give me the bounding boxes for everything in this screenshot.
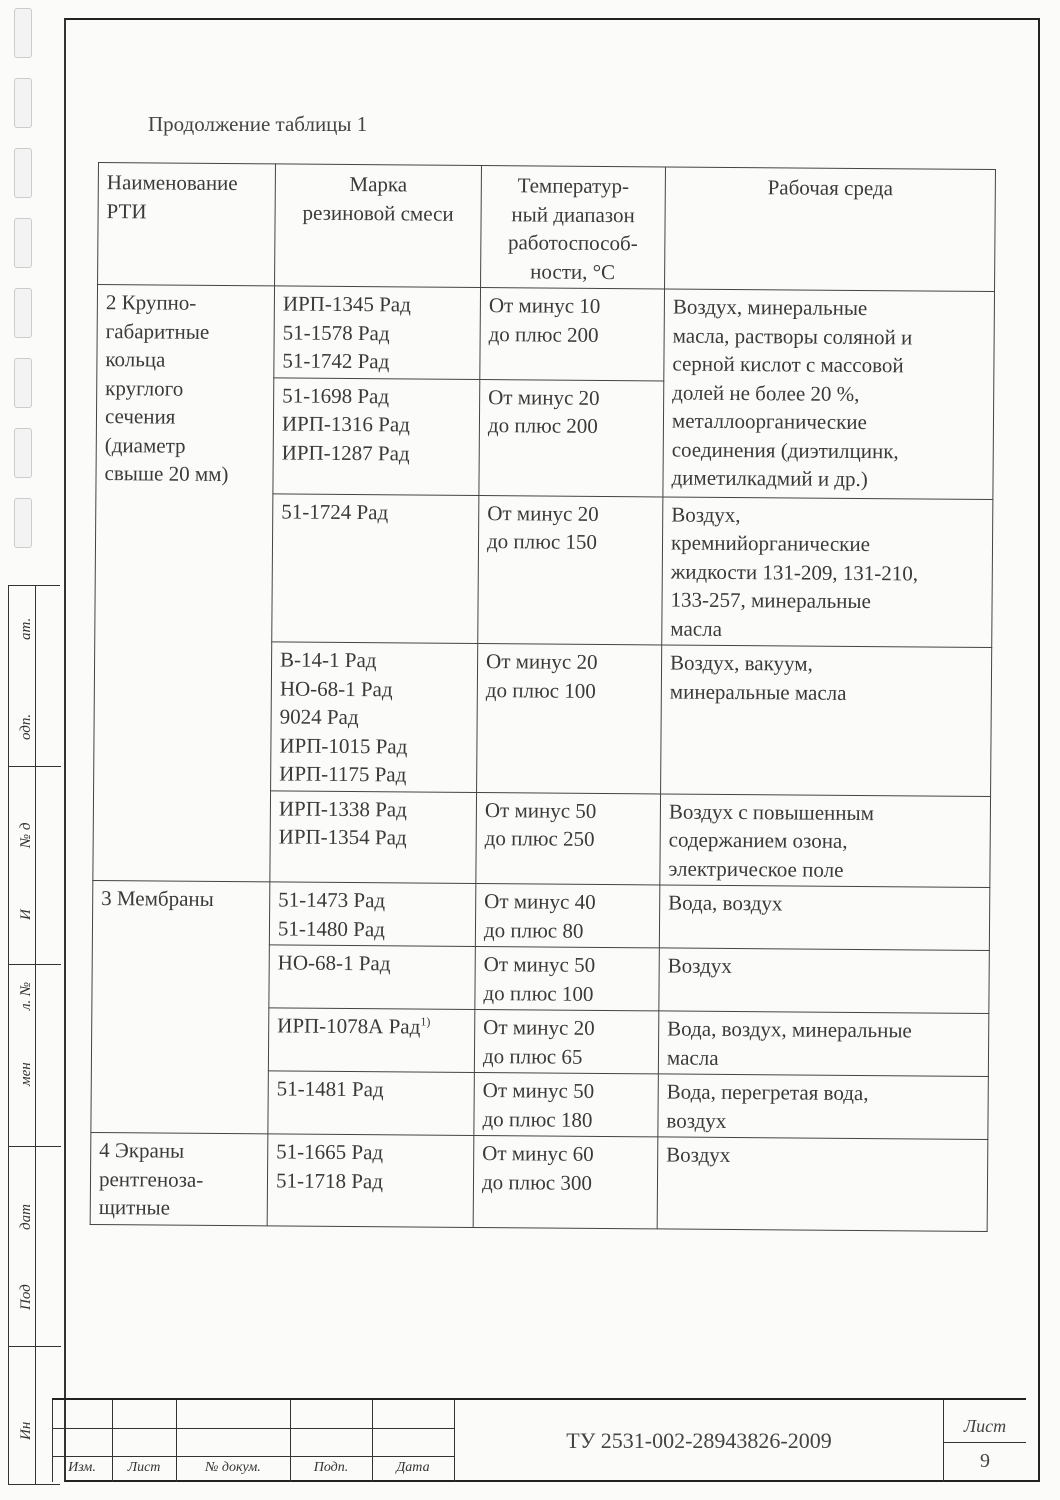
cell-line: ности, °С (530, 258, 616, 284)
cell-line: От минус 50 (483, 952, 596, 977)
cell-medium (660, 793, 991, 887)
cell-line: 51-1724 Рад (281, 498, 389, 524)
cell-temp (475, 883, 659, 947)
cell-line: работоспособ- (507, 230, 638, 256)
cell-line: жидкости 131-209, 131-210, (670, 559, 919, 585)
side-label: л. № (18, 981, 34, 1010)
cell-line: ИРП-1287 Рад (281, 439, 410, 465)
cell-line: ИРП-1316 Рад (281, 411, 410, 437)
cell-line: до плюс 65 (482, 1043, 583, 1069)
cell-line: От минус 50 (484, 797, 597, 823)
cell-line: масла, растворы соляной и (672, 323, 913, 349)
cell-line: 51-1480 Рад (277, 915, 386, 941)
cell-medium (658, 1074, 988, 1140)
cell-line: ИРП-1015 Рад (279, 732, 408, 758)
cell-line: 51-1698 Рад (282, 382, 390, 408)
col-label-date: Дата (396, 1460, 430, 1475)
table-row (90, 1132, 988, 1231)
cell-line: до плюс 300 (481, 1169, 593, 1195)
cell-product-name (90, 1132, 268, 1225)
cell-mark (270, 790, 477, 883)
cell-line: сечения (104, 404, 176, 429)
cell-medium (663, 289, 995, 499)
cell-line: до плюс 100 (485, 677, 596, 703)
cell-line: до плюс 250 (484, 826, 595, 851)
cell-line: ный диапазон (511, 201, 635, 227)
side-label: И (18, 909, 34, 920)
cell-product-name (93, 285, 275, 882)
cell-line: НО-68-1 Рад (279, 675, 393, 701)
cell-mark (269, 945, 475, 1010)
side-label: Ин (18, 1421, 34, 1440)
cell-line: соединения (диэтилцинк, (671, 437, 899, 463)
table-header-row (98, 163, 996, 292)
sheet-label: Лист (944, 1410, 1026, 1443)
cell-line: Воздух, минеральные (672, 294, 868, 321)
cell-line: 3 Мембраны (101, 886, 214, 911)
cell-mark (271, 642, 478, 792)
document-code: ТУ 2531-002-28943826-2009 (454, 1400, 944, 1482)
cell-line: до плюс 150 (486, 529, 598, 554)
cell-line: В-14-1 Рад (280, 647, 377, 673)
binder-holes (14, 0, 36, 560)
side-label: мен (18, 1062, 34, 1086)
header-temp (481, 166, 666, 289)
cell-line: до плюс 180 (482, 1106, 593, 1132)
cell-line: 4 Экраны (99, 1138, 185, 1163)
cell-line: до плюс 200 (487, 413, 598, 438)
side-label: Под (18, 1284, 34, 1310)
header-name (98, 163, 276, 286)
cell-line: кольца (105, 347, 166, 372)
col-label-signature: Подп. (313, 1460, 349, 1475)
cell-line: ИРП-1338 Рад (278, 795, 407, 821)
mark-text: ИРП-1078А Рад (277, 1013, 421, 1039)
cell-temp (474, 1009, 658, 1073)
cell-line: Воздух (666, 1142, 731, 1167)
cell-line: серной кислот с массовой (672, 351, 904, 378)
cell-temp (475, 946, 659, 1010)
cell-temp (474, 1072, 658, 1136)
cell-temp (479, 379, 664, 496)
cell-line: ИРП-1345 Рад (282, 291, 411, 317)
cell-line: Вода, воздух (668, 890, 783, 916)
rubber-products-table (90, 162, 996, 1232)
cell-line: круглого (105, 375, 184, 401)
cell-mark (274, 286, 481, 379)
table-row (92, 880, 989, 950)
side-label: дат (18, 1204, 34, 1230)
cell-line: Воздух (667, 953, 732, 979)
table-row (97, 285, 995, 384)
cell-line: 9024 Рад (279, 704, 359, 730)
footnote-marker: 1) (420, 1014, 431, 1029)
cell-mark (268, 1008, 474, 1073)
cell-temp (477, 643, 662, 793)
cell-line: От минус 20 (485, 649, 598, 674)
cell-line: 133-257, минеральные (670, 587, 871, 614)
cell-line: 51-1473 Рад (278, 887, 386, 913)
cell-medium (659, 885, 989, 951)
cell-line: габаритные (105, 318, 210, 344)
cell-line: свыше 20 мм) (104, 461, 229, 487)
cell-line: содержанием озона, (668, 827, 848, 853)
cell-line: минеральные масла (669, 679, 847, 705)
cell-line: НО-68-1 Рад (277, 950, 391, 976)
side-label: ат. (18, 617, 34, 640)
cell-line: От минус 20 (483, 1015, 595, 1040)
cell-line: до плюс 80 (483, 917, 584, 943)
cell-line: долей не более 20 %, (672, 380, 860, 406)
cell-line: РТИ (106, 198, 147, 223)
col-label-doc-no: № докум. (205, 1460, 261, 1475)
cell-line: масла (666, 1044, 719, 1070)
cell-line: Вода, перегретая вода, (666, 1079, 869, 1106)
side-label: № д (18, 822, 34, 848)
table-continuation-title: Продолжение таблицы 1 (148, 112, 368, 136)
cell-line: до плюс 100 (483, 980, 594, 1006)
cell-line: рентгеноза- (98, 1166, 204, 1192)
revision-grid (52, 1400, 454, 1482)
cell-temp (480, 288, 665, 381)
cell-line: ИРП-1354 Рад (278, 824, 407, 850)
cell-line: кремнийорганические (670, 530, 871, 557)
sheet-number: 9 (980, 1450, 990, 1472)
cell-temp (476, 792, 661, 885)
cell-line: От минус 20 (488, 384, 600, 410)
cell-line: Воздух, (671, 502, 741, 527)
cell-line: От минус 40 (484, 889, 596, 914)
cell-line: 51-1481 Рад (276, 1076, 384, 1102)
cell-line: Воздух, вакуум, (669, 650, 813, 676)
cell-line: 2 Крупно- (105, 290, 197, 315)
cell-line: От минус 60 (482, 1141, 594, 1166)
cell-line: (диаметр (104, 432, 186, 458)
cell-line: масла (670, 616, 723, 641)
cell-line: Рабочая среда (767, 175, 894, 201)
cell-line: металлоорганические (671, 408, 867, 435)
cell-line: 51-1578 Рад (282, 319, 390, 345)
cell-line: 51-1665 Рад (276, 1139, 384, 1165)
cell-line: Воздух с повышенным (668, 799, 875, 825)
cell-mark (268, 1071, 474, 1136)
col-label-sheet: Лист (127, 1460, 161, 1475)
cell-line: диметилкадмий и др.) (671, 465, 868, 492)
header-medium (665, 167, 996, 292)
cell-line: От минус 20 (487, 500, 599, 526)
cell-line: От минус 10 (488, 293, 601, 318)
cell-line: электрическое поле (668, 856, 844, 882)
cell-medium (659, 948, 989, 1014)
title-block (52, 1398, 1026, 1480)
cell-mark (273, 377, 480, 495)
cell-medium (661, 645, 992, 796)
cell-mark (267, 1134, 474, 1227)
cell-mark (272, 493, 479, 643)
cell-line: до плюс 200 (488, 321, 599, 347)
cell-line: резиновой смеси (302, 200, 454, 226)
cell-medium (657, 1137, 988, 1231)
cell-line: Вода, воздух, минеральные (667, 1016, 912, 1043)
cell-medium (662, 496, 993, 647)
cell-line: 51-1742 Рад (282, 348, 390, 374)
sheet-box (944, 1410, 1026, 1482)
cell-line: 51-1718 Рад (275, 1167, 384, 1193)
cell-line: Температур- (517, 173, 630, 199)
side-label: одп. (18, 713, 34, 740)
header-mark (275, 164, 482, 288)
cell-line: От минус 50 (482, 1078, 595, 1103)
cell-line: Марка (349, 171, 408, 197)
col-label-change: Изм. (68, 1460, 96, 1475)
cell-temp (478, 495, 663, 645)
cell-line: щитные (98, 1195, 171, 1220)
cell-line: воздух (666, 1107, 727, 1133)
cell-temp (473, 1135, 658, 1228)
cell-product-name (91, 880, 270, 1133)
cell-mark (269, 882, 475, 947)
cell-line: ИРП-1175 Рад (279, 761, 407, 787)
cell-medium (658, 1011, 988, 1077)
cell-line: Наименование (106, 170, 238, 196)
